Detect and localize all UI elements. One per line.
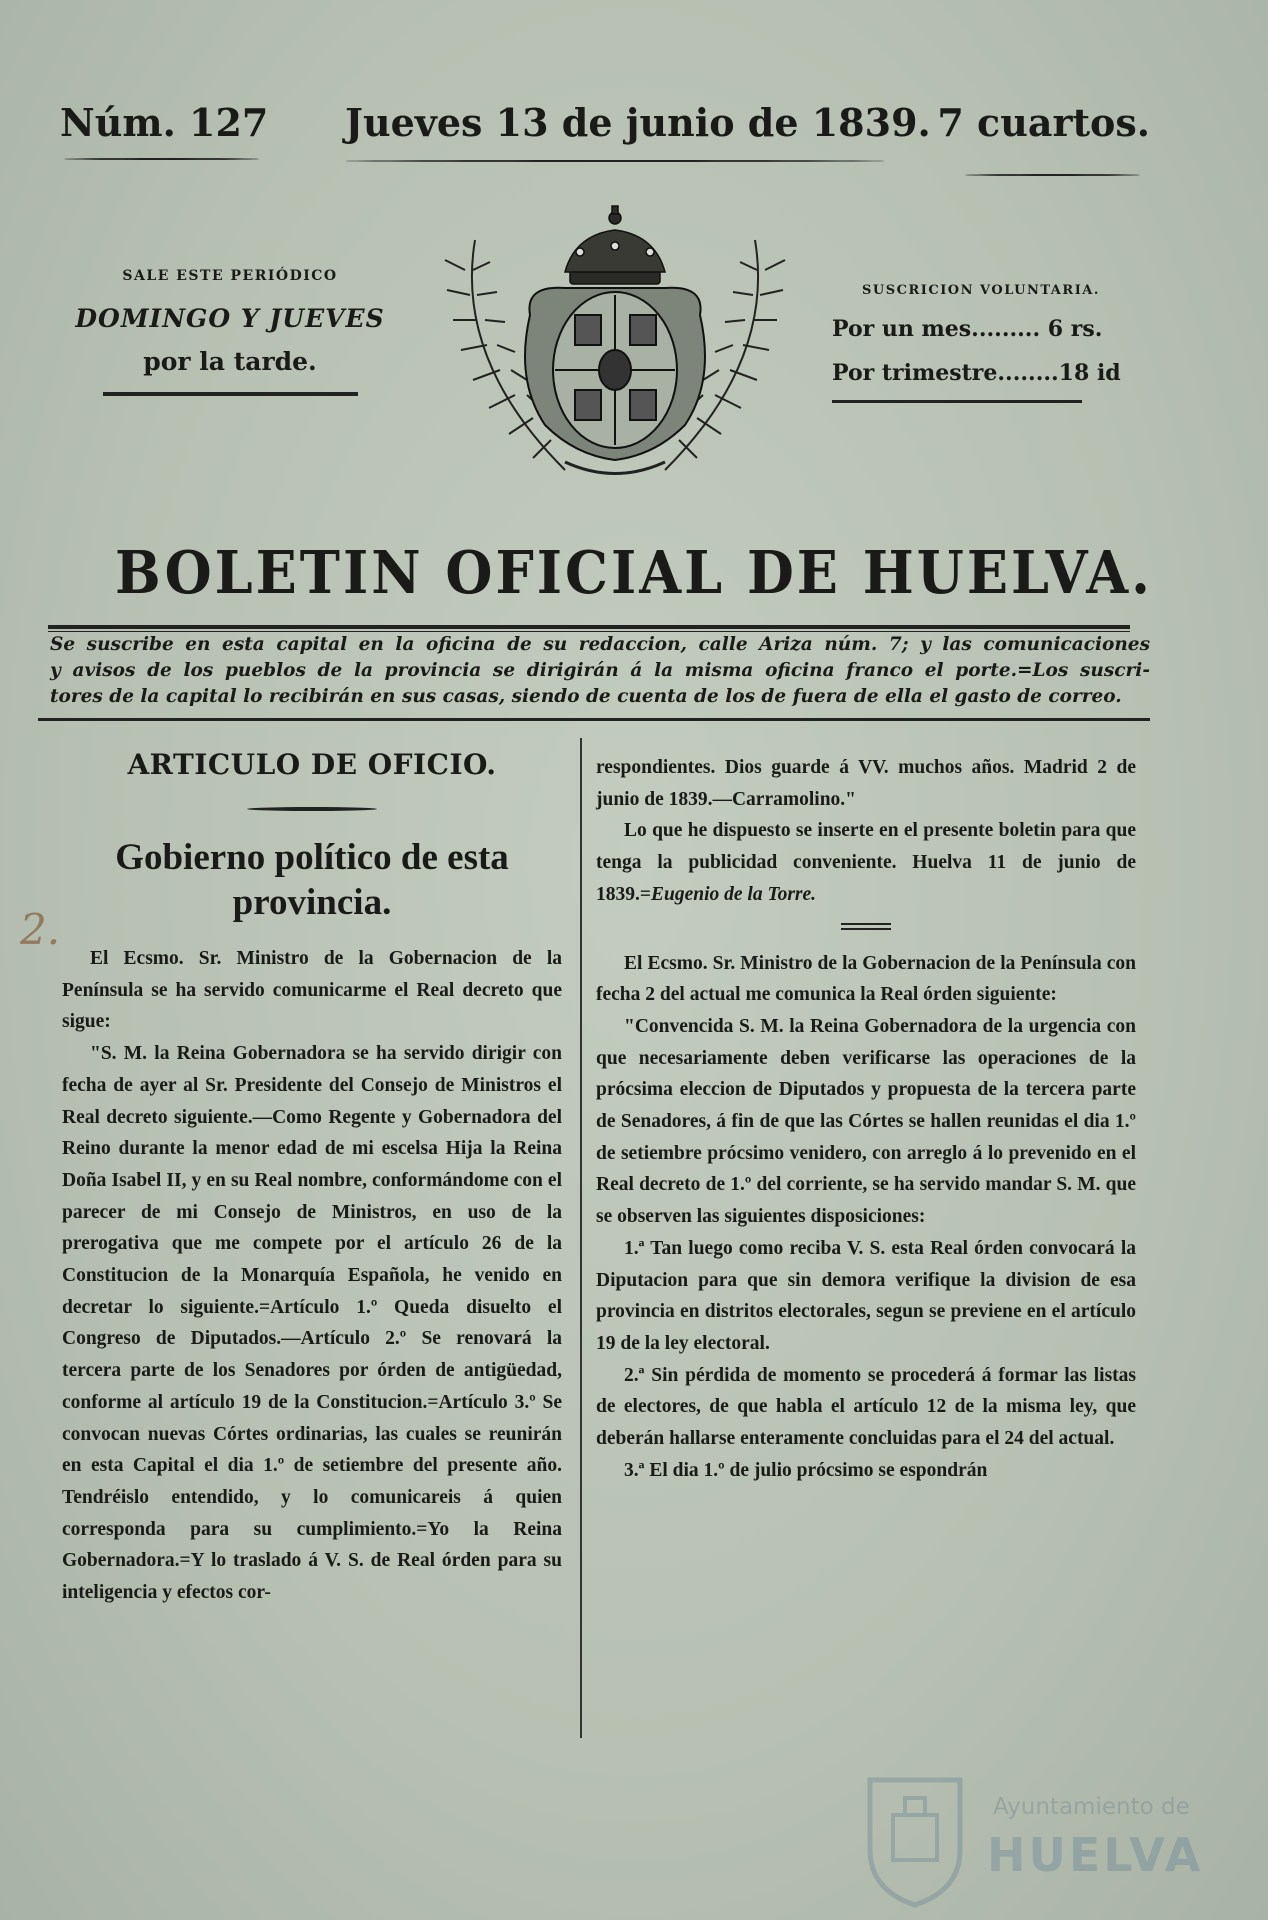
watermark-city-text: HUELVA bbox=[987, 1828, 1204, 1882]
right-column-text bbox=[596, 752, 1136, 1486]
right-column bbox=[596, 752, 1136, 1486]
subscription-info-line: Se suscribe en esta capital en la oficina de su redaccion, calle Ariza núm. 7; y las comunicaciones bbox=[50, 634, 1150, 655]
paragraph: 2.ª Sin pérdida de momento se procederá á formar las listas de electores, de que habla el artículo 12 de la misma ley, que deberán hallarse enteramente concluidas para el 24 del actual. bbox=[596, 1364, 1136, 1450]
paragraph: respondientes. Dios guarde á VV. muchos años. Madrid 2 de junio de 1839.—Carramolino." bbox=[596, 757, 1136, 810]
article-heading: ARTICULO DE OFICIO. bbox=[127, 748, 497, 781]
heading-rule bbox=[247, 807, 377, 811]
subscription-info-line: y avisos de los pueblos de la provincia se dirigirán á la misma oficina franco el porte.=Los suscri- bbox=[50, 660, 1150, 681]
info-rule-bottom bbox=[38, 718, 1150, 721]
coat-of-arms-icon bbox=[415, 200, 815, 490]
paragraph: El Ecsmo. Sr. Ministro de la Gobernacion de la Península con fecha 2 del actual me comunica la Real órden siguiente: bbox=[596, 952, 1136, 1006]
paragraph: "S. M. la Reina Gobernadora se ha servido dirigir con fecha de ayer al Sr. Presidente del Consejo de Ministros el Real decreto siguiente.—Como Regente y Gobernadora del Reino durante la menor edad de mi escelsa Hija la Reina Doña Isabel II, y en su Real nombre, conformándome con el parecer de mi Consejo de Ministros, en uso de la prerogativa que me compete por el artículo 26 de la Constitucion de la Monarquía Española, he venido en decretar lo siguiente.=Artículo 1.º Queda disuelto el Congreso de Diputados.—Artículo 2.º Se renovará la tercera parte de los Senadores por órden de antigüedad, conforme al artículo 19 de la Constitucion.=Artículo 3.º Se convocan nuevas Córtes ordinarias, las cuales se reunirán en esta Capital el dia 1.º de setiembre del presente año. Tendréislo entendido, y lo comunicareis á quien corresponda para su cumplimiento.=Yo la Reina Gobernadora.=Y lo traslado á V. S. de Real órden para su inteligencia y efectos cor- bbox=[62, 1043, 562, 1604]
archive-watermark bbox=[855, 1770, 1204, 1910]
left-column-text bbox=[62, 943, 562, 1609]
left-box-rule bbox=[103, 392, 358, 396]
number-underline bbox=[64, 158, 259, 160]
publication-days: DOMINGO Y JUEVES bbox=[75, 304, 385, 333]
subscription-month: Por un mes......... 6 rs. bbox=[832, 316, 1103, 342]
column-divider bbox=[580, 738, 582, 1738]
subscription-info bbox=[50, 632, 1150, 710]
subscription-prices bbox=[832, 283, 1152, 403]
masthead-rule-top bbox=[48, 625, 1130, 629]
issue-number: Núm. 127 bbox=[60, 100, 269, 145]
section-title: Gobierno político de esta provincia. bbox=[115, 837, 509, 923]
paragraph: El Ecsmo. Sr. Ministro de la Gobernacion de la Península se ha servido comunicarme el Real decreto que sigue: bbox=[62, 948, 562, 1033]
issue-date: Jueves 13 de junio de 1839. bbox=[345, 100, 931, 145]
publication-schedule bbox=[60, 268, 400, 396]
paragraph: 1.ª Tan luego como reciba V. S. esta Real órden convocará la Diputacion para que sin demora verifique la division de esa provincia en distritos electorales, segun se previene en el artículo 19 de la ley electoral. bbox=[596, 1237, 1136, 1354]
separator-rule bbox=[841, 923, 891, 930]
right-box-rule bbox=[832, 400, 1082, 403]
publication-time: por la tarde. bbox=[143, 347, 317, 376]
watermark-top-text: Ayuntamiento de bbox=[993, 1794, 1190, 1820]
paragraph bbox=[596, 815, 1136, 910]
date-underline bbox=[345, 160, 885, 162]
publication-label: SALE ESTE PERIÓDICO bbox=[122, 268, 338, 284]
paragraph: 3.ª El dia 1.º de julio prócsimo se espondrán bbox=[624, 1459, 988, 1481]
subscription-quarter: Por trimestre........18 id bbox=[832, 360, 1121, 386]
paragraph: "Convencida S. M. la Reina Gobernadora de la urgencia con que necesariamente deben verificarse las operaciones de la prócsima eleccion de Diputados y propuesta de la tercera parte de Senadores, á fin de que las Córtes se hallen reunidas el dia 1.º de setiembre prócsimo venidero, con arreglo á lo prevenido en el Real decreto de 1.º del corriente, se ha servido mandar S. M. que se observen las siguientes disposiciones: bbox=[596, 1015, 1136, 1228]
issue-header bbox=[60, 100, 1150, 160]
margin-note: 2. bbox=[20, 905, 61, 954]
left-column bbox=[62, 742, 562, 1609]
signature: Eugenio de la Torre. bbox=[651, 883, 817, 905]
price-underline bbox=[965, 174, 1140, 176]
subscription-label: SUSCRICION VOLUNTARIA. bbox=[862, 283, 1100, 298]
issue-price: 7 cuartos. bbox=[937, 100, 1150, 145]
masthead-title: BOLETIN OFICIAL DE HUELVA. bbox=[115, 536, 1153, 608]
paragraph-text: Lo que he dispuesto se inserte en el presente boletin para que tenga la publicidad conveniente. Huelva 11 de junio de 1839.= bbox=[596, 820, 1136, 905]
subscription-info-line: tores de la capital lo recibirán en sus casas, siendo de cuenta de los de fuera de ella el gasto de correo. bbox=[50, 686, 1122, 707]
city-shield-icon bbox=[855, 1770, 975, 1910]
